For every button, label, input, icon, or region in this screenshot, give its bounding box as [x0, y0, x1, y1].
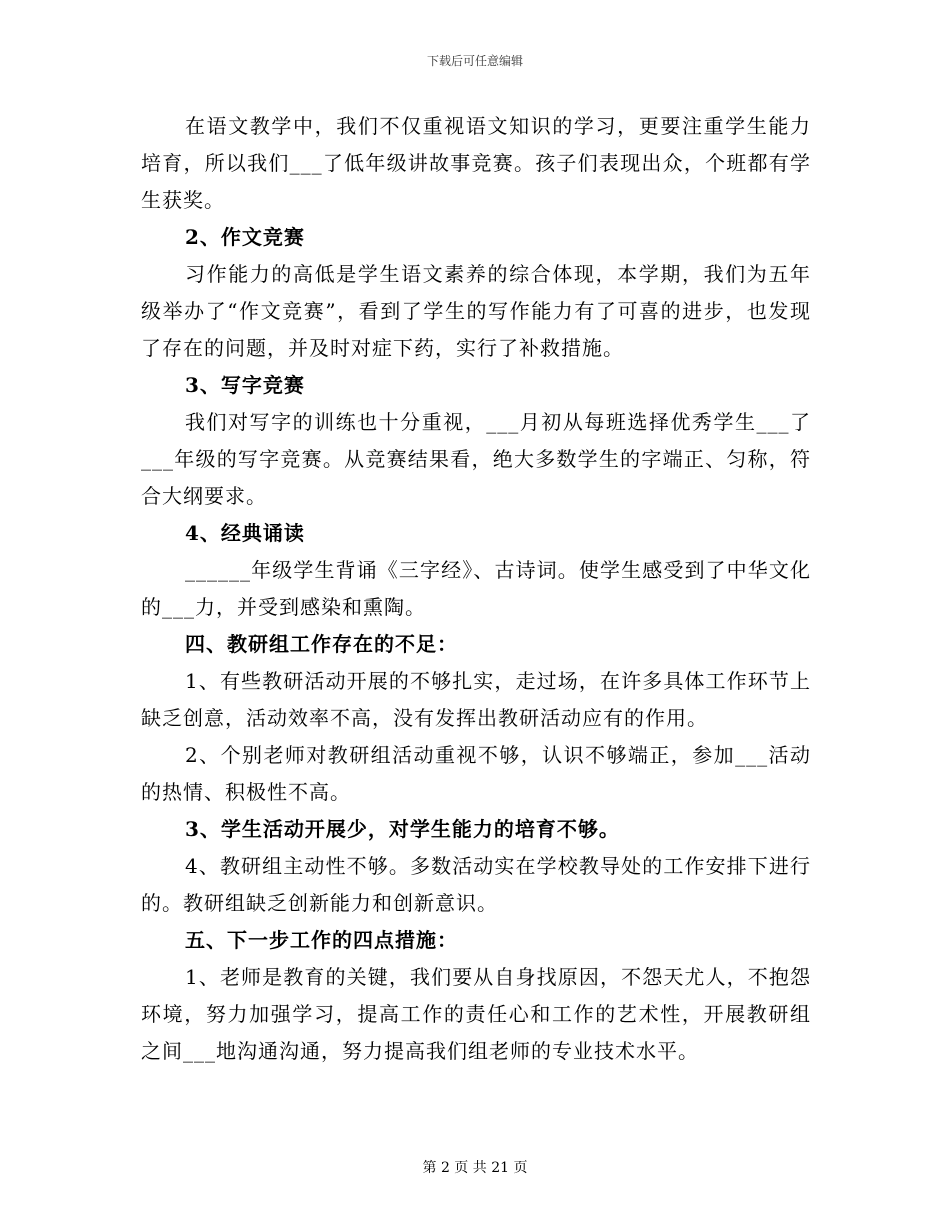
heading-shortcomings: 四、教研组工作存在的不足： — [185, 632, 458, 656]
document-body — [141, 108, 811, 1070]
paragraph-composition-contest: 习作能力的高低是学生语文素养的综合体现，本学期，我们为五年级举办了“作文竞赛”，看到了学生的写作能力有了可喜的进步，也发现了存在的问题，并及时对症下药，实行了补救措施。 — [141, 262, 811, 360]
page-number: 第 2 页 共 21 页 — [422, 1160, 528, 1176]
heading-writing-contest: 3、写字竞赛 — [185, 373, 305, 397]
paragraph-writing-contest: 我们对写字的训练也十分重视，___月初从每班选择优秀学生___了___年级的写字竞赛。从竞赛结果看，绝大多数学生的字端正、匀称，符合大纲要求。 — [141, 410, 811, 508]
paragraph-shortcoming-1: 1、有些教研活动开展的不够扎实，走过场，在许多具体工作环节上缺乏创意，活动效率不高，没有发挥出教研活动应有的作用。 — [141, 669, 811, 730]
paragraph-shortcoming-2: 2、个别老师对教研组活动重视不够，认识不够端正，参加___活动的热情、积极性不高。 — [141, 743, 811, 804]
paragraph-shortcoming-4: 4、教研组主动性不够。多数活动实在学校教导处的工作安排下进行的。教研组缺乏创新能力和创新意识。 — [141, 854, 811, 915]
paragraph-storytelling-contest: 在语文教学中，我们不仅重视语文知识的学习，更要注重学生能力培育，所以我们___了低年级讲故事竞赛。孩子们表现出众，个班都有学生获奖。 — [141, 114, 811, 212]
heading-next-steps: 五、下一步工作的四点措施： — [185, 928, 458, 952]
page-header: 下载后可任意编辑 — [426, 54, 523, 68]
paragraph-classic-reading: ______年级学生背诵《三字经》、古诗词。使学生感受到了中华文化的___力，并受到感染和熏陶。 — [141, 558, 811, 619]
paragraph-shortcoming-3: 3、学生活动开展少，对学生能力的培育不够。 — [185, 817, 620, 841]
heading-classic-reading: 4、经典诵读 — [185, 521, 305, 545]
paragraph-next-step-1: 1、老师是教育的关键，我们要从自身找原因，不怨天尤人，不抱怨环境，努力加强学习，提高工作的责任心和工作的艺术性，开展教研组之间___地沟通沟通，努力提高我们组老师的专业技术水平。 — [141, 965, 811, 1063]
heading-composition-contest: 2、作文竞赛 — [185, 225, 305, 249]
